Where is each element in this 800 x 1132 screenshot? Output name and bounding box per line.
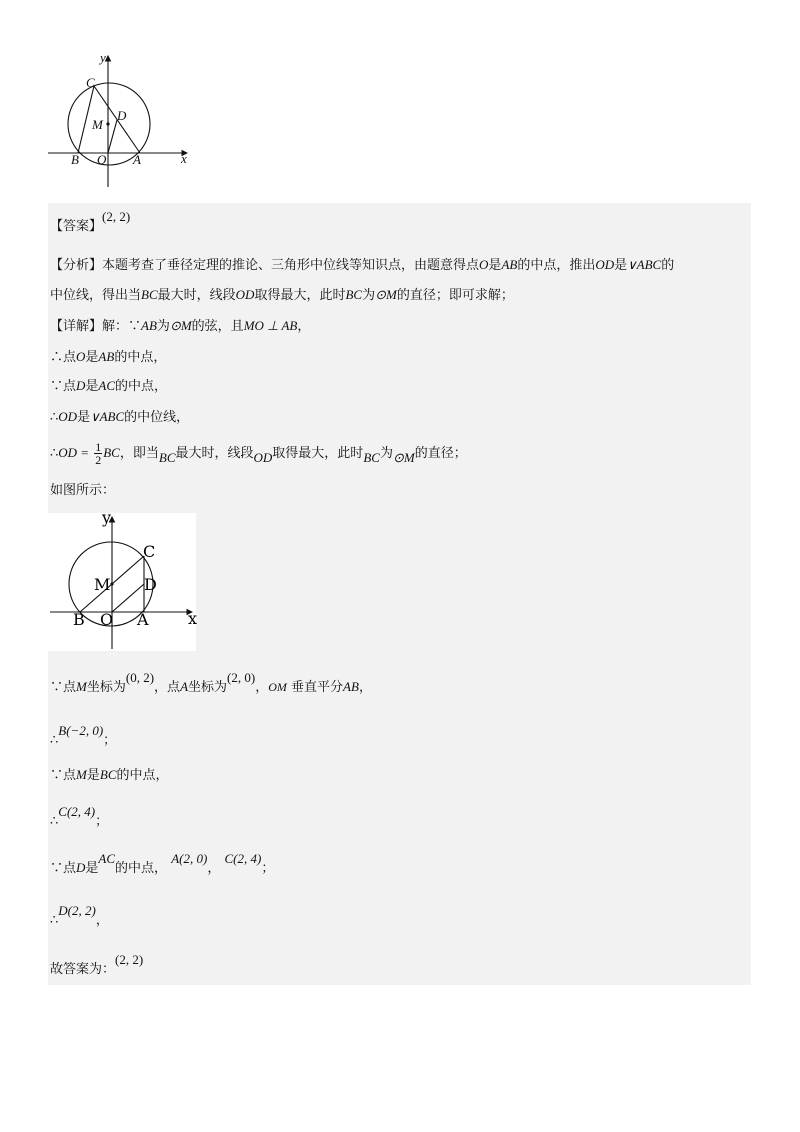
- figure-2-circle-diagram: [48, 508, 198, 651]
- label-c: C: [86, 75, 95, 90]
- label-m: M: [94, 575, 111, 594]
- answer-value: (2, 2): [102, 209, 131, 224]
- figure-1-circle-diagram: [45, 50, 195, 190]
- segment-od: [108, 120, 117, 153]
- detail-line-8: ∴B(−2, 0)；: [50, 723, 117, 748]
- fraction-one-half: $\frac{1}{2}$: [95, 440, 102, 467]
- detail-line-1: 【详解】解：∵AB为⊙M的弦，且MO ⊥ AB，: [50, 318, 311, 334]
- detail-line-4: ∴OD是∨ABC的中位线，: [50, 409, 190, 425]
- detail-line-7: ∵点M坐标为(0, 2)，点A坐标为(2, 0)，OM 垂直平分AB，: [50, 670, 372, 695]
- detail-line-5: ∴OD = $\frac{1}{2}$ BC，即当BC最大时，线段OD取得最大，此时BC为⊙M的直径；: [50, 440, 467, 467]
- analysis-line-2: 中位线，得出当BC最大时，线段OD取得最大，此时BC为⊙M的直径；即可求解；: [50, 287, 514, 303]
- label-d: D: [144, 575, 157, 594]
- answer-tag: 【答案】: [50, 219, 103, 234]
- label-c: C: [143, 542, 156, 561]
- label-m: M: [92, 117, 103, 132]
- detail-line-6: 如图所示：: [50, 483, 116, 498]
- detail-line-2: ∴点O是AB的中点，: [50, 349, 167, 365]
- detail-line-12: ∴D(2, 2)，: [50, 903, 109, 928]
- point-m: [106, 122, 109, 125]
- label-y: y: [102, 508, 112, 527]
- detail-line-11: ∵点D是AC的中点， A(2, 0)， C(2, 4)；: [50, 851, 275, 876]
- detail-line-9: ∵点M是BC的中点，: [50, 767, 169, 783]
- label-a: A: [137, 610, 149, 629]
- detail-tag: 【详解】: [50, 319, 103, 334]
- label-y: y: [100, 50, 106, 65]
- analysis-tag: 【分析】: [50, 258, 103, 273]
- answer-line: [50, 209, 131, 236]
- label-b: B: [73, 610, 85, 629]
- label-x: x: [188, 609, 198, 628]
- analysis-line-1: 【分析】本题考查了垂径定理的推论、三角形中位线等知识点，由题意得点O是AB的中点，推出OD是∨ABC的: [50, 257, 675, 273]
- label-o: O: [97, 152, 107, 167]
- label-o: O: [100, 610, 114, 629]
- detail-line-10: ∴C(2, 4)；: [50, 804, 109, 829]
- label-x: x: [181, 151, 187, 166]
- detail-line-13: 故答案为：(2, 2): [50, 952, 144, 977]
- label-d: D: [117, 108, 127, 123]
- label-b: B: [71, 152, 79, 167]
- point-m: [110, 582, 113, 585]
- label-a: A: [133, 152, 141, 167]
- detail-line-3: ∵点D是AC的中点，: [50, 378, 168, 394]
- segment-od: [112, 584, 144, 612]
